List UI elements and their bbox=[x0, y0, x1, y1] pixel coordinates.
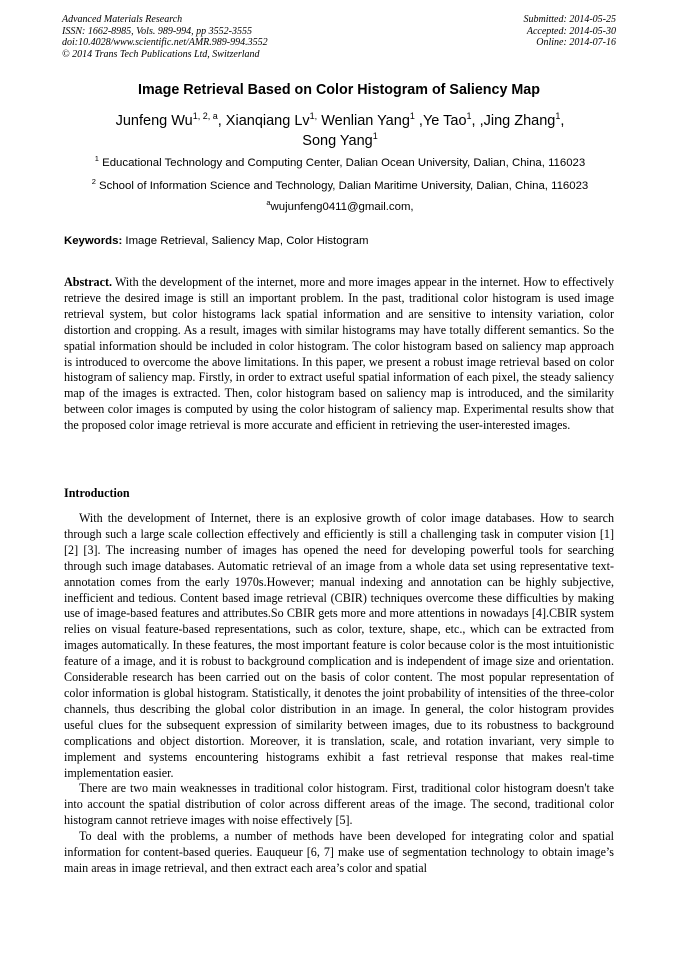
introduction-heading: Introduction bbox=[64, 486, 130, 500]
introduction-paragraph: To deal with the problems, a number of methods have been developed for integrating color and spatial information for content-based queries. Eauqueur [6, 7] make use of segmentation technology to obtain image’s main areas in image retrieval, and then extract each area’s color and spatial bbox=[64, 829, 614, 875]
journal-header-right bbox=[524, 14, 617, 49]
journal-doi[interactable]: doi:10.4028/www.scientific.net/AMR.989-994.3552 bbox=[62, 37, 268, 49]
author-name: Wenlian Yang bbox=[317, 113, 410, 129]
author-separator: , bbox=[217, 113, 222, 129]
affiliation-text: Educational Technology and Computing Center, Dalian Ocean University, Dalian, China, 116023 bbox=[98, 157, 586, 169]
online-date: Online: 2014-07-16 bbox=[536, 37, 616, 49]
affiliation-2 bbox=[62, 177, 618, 192]
introduction-paragraph: With the development of Internet, there is an explosive growth of color image databases. How to search through such a large scale collection effectively and efficiently is still a challenging task in computer vision [1] [2] [3]. The increasing number of images has opened the need for developing powerful tools for searching through such image databases. Automatic retrieval of an image from a whole data set using representative text-annotation comes from the early 1970s.However; manual indexing and annotation can be highly subjective, inefficient and tedious. Content based image retrieval (CBIR) techniques overcome these difficulties by making use of image-based features and attributes.So CBIR gets more and more attentions in nowadays [4].CBIR system relies on visual feature-based representations, such as color, texture, shape, etc., which can be extracted from images automatically. In these features, the most important feature is color because color is the most intuitionistic feature of a image, and it is robust to background complication and is independent of image size and orientation. Considerable research has been carried out on the basis of color content. The most popular representation of color information is global histogram. Statistically, it denotes the joint probability of intensities of the three-color channels, thus describing the global color distribution in an image. In general, the color histogram provides useful clues for the subsequent expression of similarity between images, due to its robustness to background complications and object distortion. Moreover, it is translation, scale, and rotation invariant, very simple to implement and systems encountering histograms exhibit a fast retrieval response that makes real-time implementation easier. bbox=[64, 511, 614, 780]
submitted-date: Submitted: 2014-05-25 bbox=[523, 14, 616, 25]
affiliation-mark: 1 bbox=[94, 154, 99, 163]
accepted-date: Accepted: 2014-05-30 bbox=[526, 25, 616, 37]
keywords-line bbox=[64, 235, 369, 247]
author-affiliation-mark: 1 bbox=[372, 130, 378, 141]
email-mark: a bbox=[266, 198, 271, 207]
journal-copyright: © 2014 Trans Tech Publications Ltd, Switzerland bbox=[62, 48, 260, 60]
abstract-label: Abstract. bbox=[64, 275, 113, 289]
author-name: Song Yang bbox=[302, 132, 373, 149]
author-affiliation-mark: 1 bbox=[466, 111, 472, 121]
author-affiliation-mark: 1, bbox=[309, 111, 318, 121]
author-name: Junfeng Wu bbox=[115, 113, 193, 129]
keywords-label: Keywords: bbox=[64, 235, 123, 247]
introduction-section bbox=[64, 511, 614, 877]
author-affiliation-mark: 1, 2, a bbox=[192, 111, 218, 121]
author-list bbox=[80, 112, 600, 151]
affiliation-text: School of Information Science and Technology, Dalian Maritime University, Dalian, China, 116023 bbox=[95, 180, 589, 192]
email-address[interactable]: wujunfeng0411@gmail.com, bbox=[270, 201, 414, 213]
abstract-paragraph bbox=[64, 275, 614, 434]
abstract-text: With the development of the internet, more and more images appear in the internet. How to effectively retrieve the desired image is still an important problem. In the past, traditional color histogram is used image retrieval system, but color histograms lack spatial information and are sensitive to intensity variation, color distortion and cropping. As a result, images with similar histograms may have totally different semantics. So the spatial information should be included in color histogram. The color histogram based on saliency map approach is introduced to overcome the above limitations. In this paper, we present a robust image retrieval based on color histogram of saliency map. Firstly, in order to extract useful spatial information of each pixel, the steady saliency map of the images is extracted. Then, color histogram based on saliency map is introduced, and the similarity between color images is computed by using the color histogram of saliency map. Experimental results show that the proposed color image retrieval is more accurate and efficient in retrieving the user-interested images. bbox=[64, 275, 614, 433]
author-affiliation-mark: 1 bbox=[555, 111, 561, 121]
author-separator: , bbox=[560, 113, 565, 129]
affiliation-mark: 2 bbox=[91, 177, 96, 186]
keywords-text: Image Retrieval, Saliency Map, Color Histogram bbox=[122, 235, 369, 247]
author-name: Xianqiang Lv bbox=[221, 113, 310, 129]
abstract-section bbox=[64, 275, 614, 434]
introduction-paragraph: There are two main weaknesses in traditional color histogram. First, traditional color histogram doesn't take into account the spatial distribution of color across different areas of the image. The second, traditional color histogram cannot retrieve images with noise effectively [5]. bbox=[64, 781, 614, 828]
author-affiliation-mark: 1 bbox=[409, 111, 415, 121]
author-name: , ,Jing Zhang bbox=[471, 113, 556, 129]
paper-title: Image Retrieval Based on Color Histogram of Saliency Map bbox=[137, 82, 540, 98]
journal-name: Advanced Materials Research bbox=[62, 14, 183, 25]
author-name: ,Ye Tao bbox=[414, 113, 467, 129]
journal-issn: ISSN: 1662-8985, Vols. 989-994, pp 3552-3555 bbox=[62, 25, 252, 37]
affiliation-1 bbox=[62, 154, 618, 169]
journal-header-left bbox=[62, 14, 268, 60]
contact-email bbox=[62, 198, 618, 213]
